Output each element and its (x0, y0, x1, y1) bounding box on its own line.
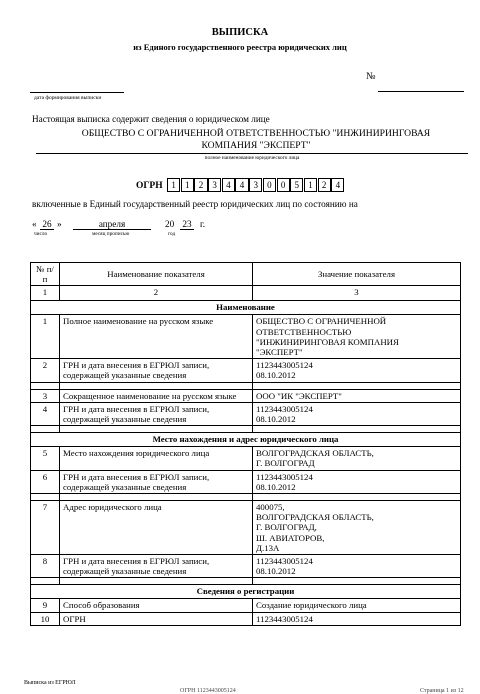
day-caption: число (34, 231, 48, 237)
ogrn-digit: 1 (167, 178, 180, 192)
table-row (31, 447, 461, 470)
ogrn-digit-boxes (167, 178, 345, 192)
table-row (31, 612, 461, 625)
table-header-row (31, 263, 461, 286)
header-num: № п/п (31, 263, 60, 286)
footer-right: Страница 1 из 12 (420, 688, 464, 694)
company-name-underline (36, 153, 468, 154)
date-year: 23 (180, 219, 194, 230)
section-row (31, 585, 461, 599)
ogrn-digit: 0 (263, 178, 276, 192)
row-indicator: Адрес юридического лица (60, 501, 253, 555)
row-value: 1123443005124 08.10.2012 (253, 555, 461, 578)
section-row (31, 433, 461, 447)
row-number: 9 (31, 599, 60, 612)
column-number-row (31, 286, 461, 301)
egrul-table (30, 262, 461, 626)
row-number: 7 (31, 501, 60, 555)
row-number: 8 (31, 555, 60, 578)
col-number: 3 (253, 286, 461, 301)
number-line (378, 91, 464, 92)
section-row (31, 301, 461, 315)
section-location: Место нахождения и адрес юридического лица (31, 433, 461, 447)
document-title: ВЫПИСКА (211, 27, 269, 38)
ogrn-digit: 5 (290, 178, 303, 192)
ogrn-label: ОГРН (136, 181, 163, 191)
row-indicator: Способ образования (60, 599, 253, 612)
table-row (31, 359, 461, 382)
gap-row (31, 578, 461, 585)
month-caption: месяц прописью (92, 231, 130, 237)
row-value: ОБЩЕСТВО С ОГРАНИЧЕННОЙ ОТВЕТСТВЕННОСТЬЮ "ИНЖИНИРИНГОВАЯ КОМПАНИЯ "ЭКСПЕРТ" (253, 315, 461, 359)
row-indicator: Место нахождения юридического лица (60, 447, 253, 470)
ogrn-digit: 3 (249, 178, 262, 192)
intro-text: Настоящая выписка содержит сведения о юридическом лице (32, 114, 270, 124)
table-row (31, 315, 461, 359)
date-day: 26 (40, 219, 54, 230)
ogrn-digit: 4 (222, 178, 235, 192)
company-full-name (36, 128, 476, 151)
year-caption: год (168, 231, 176, 237)
ogrn-digit: 2 (194, 178, 207, 192)
row-value: Создание юридического лица (253, 599, 461, 612)
footer-center: ОГРН 1123443005124 (180, 688, 236, 694)
row-number: 5 (31, 447, 60, 470)
row-indicator: ГРН и дата внесения в ЕГРЮЛ записи, содержащей указанные сведения (60, 359, 253, 382)
section-registration: Сведения о регистрации (31, 585, 461, 599)
footer-left: Выписка из ЕГРЮЛ (24, 680, 76, 686)
gap-row (31, 382, 461, 389)
company-name-line2: КОМПАНИЯ "ЭКСПЕРТ" (201, 139, 311, 151)
row-value: 1123443005124 (253, 612, 461, 625)
ogrn-digit: 2 (318, 178, 331, 192)
date-close-quote: » (57, 219, 62, 229)
included-text: включенные в Единый государственный реестр юридических лиц по состоянию на (32, 199, 358, 209)
table-row (31, 470, 461, 493)
row-indicator: Сокращенное наименование на русском языке (60, 389, 253, 402)
number-label: № (366, 71, 376, 82)
header-indicator: Наименование показателя (60, 263, 253, 286)
row-indicator: ОГРН (60, 612, 253, 625)
row-value: 400075, ВОЛГОГРАДСКАЯ ОБЛАСТЬ, Г. ВОЛГОГРАД, Ш. АВИАТОРОВ, Д.13А (253, 501, 461, 555)
ogrn-digit: 0 (277, 178, 290, 192)
table-row (31, 501, 461, 555)
row-number: 1 (31, 315, 60, 359)
row-indicator: ГРН и дата внесения в ЕГРЮЛ записи, содержащей указанные сведения (60, 402, 253, 425)
header-value: Значение показателя (253, 263, 461, 286)
date-open-quote: « (32, 219, 37, 229)
row-indicator: ГРН и дата внесения в ЕГРЮЛ записи, содержащей указанные сведения (60, 555, 253, 578)
row-value: ВОЛГОГРАДСКАЯ ОБЛАСТЬ, Г. ВОЛГОГРАД (253, 447, 461, 470)
row-number: 3 (31, 389, 60, 402)
table-row (31, 389, 461, 402)
ogrn-digit: 3 (208, 178, 221, 192)
table-row (31, 555, 461, 578)
ogrn-digit: 1 (181, 178, 194, 192)
date-caption: дата формирования выписки (34, 95, 102, 101)
date-line (30, 92, 124, 93)
company-name-line1: ОБЩЕСТВО С ОГРАНИЧЕННОЙ ОТВЕТСТВЕННОСТЬЮ "ИНЖИНИРИНГОВАЯ (81, 128, 431, 139)
company-name-caption: полное наименование юридического лица (204, 155, 300, 161)
row-number: 6 (31, 470, 60, 493)
gap-row (31, 494, 461, 501)
section-naming: Наименование (31, 301, 461, 315)
gap-row (31, 426, 461, 433)
row-number: 4 (31, 402, 60, 425)
row-number: 2 (31, 359, 60, 382)
row-value: ООО "ИК "ЭКСПЕРТ" (253, 389, 461, 402)
date-month: апреля (73, 219, 151, 230)
date-year-suffix: г. (200, 219, 206, 229)
row-value: 1123443005124 08.10.2012 (253, 359, 461, 382)
row-indicator: ГРН и дата внесения в ЕГРЮЛ записи, содержащей указанные сведения (60, 470, 253, 493)
table-row (31, 402, 461, 425)
table-row (31, 599, 461, 612)
row-value: 1123443005124 08.10.2012 (253, 402, 461, 425)
col-number: 2 (60, 286, 253, 301)
row-indicator: Полное наименование на русском языке (60, 315, 253, 359)
row-number: 10 (31, 612, 60, 625)
ogrn-digit: 4 (235, 178, 248, 192)
row-value: 1123443005124 08.10.2012 (253, 470, 461, 493)
col-number: 1 (31, 286, 60, 301)
ogrn-digit: 1 (304, 178, 317, 192)
ogrn-digit: 4 (331, 178, 344, 192)
document-subtitle: из Единого государственного реестра юридических лиц (133, 42, 347, 52)
date-century: 20 (165, 219, 175, 229)
